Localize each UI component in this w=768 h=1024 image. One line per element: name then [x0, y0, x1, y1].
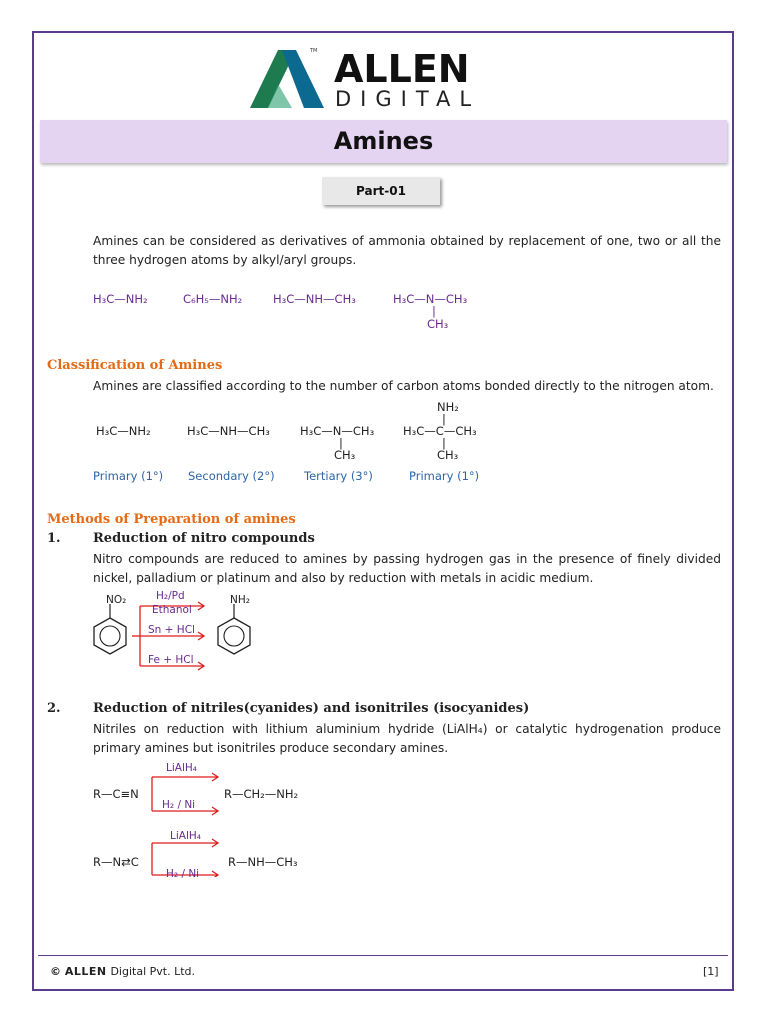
label-tertiary: Tertiary (3°) — [304, 469, 373, 483]
footer-brand: ALLEN — [64, 965, 107, 978]
class-tertbutyl-formula: H₃C—C—CH₃ — [403, 424, 477, 438]
classification-heading: Classification of Amines — [47, 358, 223, 373]
page-frame — [32, 31, 734, 991]
example-trimethylamine-branch: CH₃ — [427, 317, 449, 331]
bond-line: | — [442, 412, 446, 426]
bond-line: | — [339, 436, 343, 450]
page-title: Amines — [333, 127, 434, 155]
class-secondary-formula: H₃C—NH—CH₃ — [187, 424, 270, 438]
nitro-group-label: NO₂ — [106, 594, 127, 606]
reagent-sn-hcl: Sn + HCl — [148, 624, 195, 636]
label-primary-2: Primary (1°) — [409, 469, 480, 483]
footer-company: Digital Pvt. Ltd. — [110, 965, 195, 978]
amino-group-label: NH₂ — [230, 594, 250, 606]
reagent-h2-ni: H₂ / Ni — [162, 799, 196, 811]
bond-line: | — [432, 304, 436, 318]
part-label: Part-01 — [322, 177, 440, 205]
method-1-title: Reduction of nitro compounds — [93, 531, 315, 546]
isonitrile-reactant: R—N⇄C — [93, 855, 139, 869]
example-dimethylamine: H₃C—NH—CH₃ — [273, 292, 356, 306]
method-1-number: 1. — [47, 531, 61, 546]
label-primary: Primary (1°) — [93, 469, 164, 483]
cyanide-reduction-arrows — [140, 765, 230, 877]
label-secondary: Secondary (2°) — [188, 469, 275, 483]
nitrile-reactant: R—C≡N — [93, 787, 139, 801]
class-tertiary-branch: CH₃ — [334, 448, 356, 462]
reagent-lialh4: LiAlH₄ — [166, 762, 197, 774]
reagent-lialh4-2: LiAlH₄ — [170, 830, 201, 842]
allen-digital-logo — [248, 44, 518, 110]
example-aniline: C₆H₅—NH₂ — [183, 292, 243, 306]
reagent-fe-hcl: Fe + HCl — [148, 654, 194, 666]
classification-text: Amines are classified according to the number of carbon atoms bonded directly to the nitrogen atom. — [93, 379, 714, 393]
class-tertiary-formula: H₃C—N—CH₃ — [300, 424, 375, 438]
footer-copyright — [50, 965, 195, 978]
method-2-text: Nitriles on reduction with lithium aluminium hydride (LiAlH₄) or catalytic hydrogenation produce primary amines but isonitriles produce secondary amines. — [93, 722, 721, 755]
footer-divider — [38, 955, 728, 956]
example-methylamine: H₃C—NH₂ — [93, 292, 148, 306]
method-2-title: Reduction of nitriles(cyanides) and isonitriles (isocyanides) — [93, 701, 530, 716]
page-number: [1] — [703, 965, 719, 978]
isonitrile-product: R—NH—CH₃ — [228, 855, 298, 869]
svg-text:TM: TM — [310, 48, 318, 54]
reagent-ethanol: Ethanol — [152, 604, 192, 616]
bond-line: | — [442, 436, 446, 450]
class-primary-formula: H₃C—NH₂ — [96, 424, 151, 438]
method-1-text: Nitro compounds are reduced to amines by passing hydrogen gas in the presence of finely divided nickel, palladium or platinum and also by reduction with metals in acidic medium. — [93, 552, 721, 585]
copyright-symbol: © — [50, 965, 61, 978]
method-2-number: 2. — [47, 701, 61, 716]
intro-paragraph: Amines can be considered as derivatives of ammonia obtained by replacement of one, two or all the three hydrogen atoms by alkyl/aryl groups. — [93, 234, 721, 267]
svg-text:ALLEN: ALLEN — [334, 47, 470, 91]
class-tertbutyl-branch: CH₃ — [437, 448, 459, 462]
reagent-h2-ni-2: H₂ / Ni — [166, 868, 200, 880]
preparation-heading: Methods of Preparation of amines — [47, 512, 296, 527]
page-title-bar — [40, 120, 727, 163]
example-trimethylamine: H₃C—N—CH₃ — [393, 292, 468, 306]
class-tertbutyl-top: NH₂ — [437, 400, 459, 414]
svg-text:DIGITAL: DIGITAL — [335, 87, 481, 110]
nitrile-product: R—CH₂—NH₂ — [224, 787, 299, 801]
reagent-h2-pd: H₂/Pd — [156, 590, 185, 602]
